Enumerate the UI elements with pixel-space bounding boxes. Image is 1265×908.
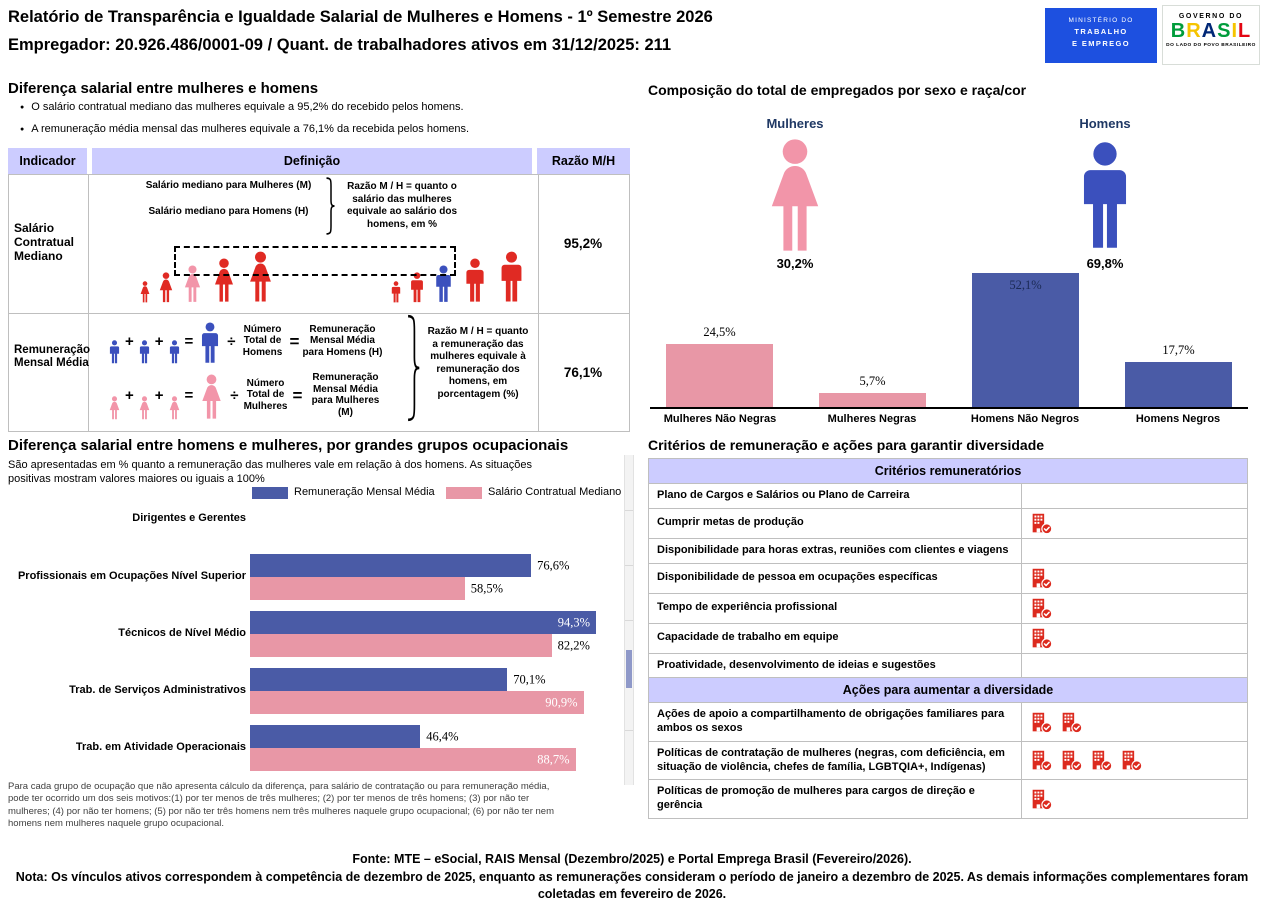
occupational-subtitle: São apresentadas em % quanto a remuneração das mulheres vale em relação à dos homens. As situações positivas mostram valores maiores ou iguais a 100% — [8, 459, 533, 485]
table-header-indicador: Indicador — [8, 148, 87, 174]
building-check-icon — [1030, 749, 1053, 772]
report-title: Relatório de Transparência e Igualdade Salarial de Mulheres e Homens - 1º Semestre 2026 — [8, 8, 713, 26]
bar-homens-negros — [1125, 342, 1232, 408]
column-divider — [88, 175, 89, 431]
criteria-icons-cell — [1022, 564, 1247, 593]
criteria-icons-cell — [1022, 594, 1247, 623]
criteria-row: Plano de Cargos e Salários ou Plano de Carreira — [649, 483, 1247, 508]
gov-logo-top-text: GOVERNO DO — [1178, 13, 1244, 20]
bullet-median-salary: ● O salário contratual mediano das mulheres equivale a 95,2% do recebido pelos homens. — [20, 101, 464, 113]
legend-swatch-remuneracao — [252, 487, 288, 499]
row-divider — [9, 313, 629, 314]
category-dirigentes: Dirigentes e Gerentes — [132, 512, 246, 524]
woman-icon — [136, 396, 153, 420]
bar-value: 90,9% — [545, 695, 578, 709]
bar-mulheres-nao-negras — [666, 325, 773, 408]
building-check-icon — [1030, 711, 1053, 734]
bullet-icon: ● — [20, 103, 25, 111]
category-mulheres-nao-negras: Mulheres Não Negras — [663, 413, 777, 425]
mte-logo — [1045, 8, 1157, 63]
mte-logo-line3: E EMPREGO — [1071, 39, 1131, 48]
scrollbar-tick — [625, 620, 633, 621]
category-operacionais: Trab. em Atividade Operacionais — [75, 741, 246, 753]
criteria-icons-cell — [1022, 624, 1247, 653]
brace-icon — [325, 177, 335, 235]
man-icon-large — [1066, 141, 1144, 251]
category-profissionais: Profissionais em Ocupações Nível Superior — [17, 570, 246, 582]
man-icon — [136, 340, 153, 364]
criteria-row: Disponibilidade de pessoa em ocupações específicas — [649, 563, 1247, 593]
legend-label-remuneracao: Remuneração Mensal Média — [294, 486, 435, 498]
criteria-icons-cell — [1022, 509, 1247, 538]
woman-icon — [166, 396, 183, 420]
criteria-row: Disponibilidade para horas extras, reuniões com clientes e viagens — [649, 538, 1247, 563]
section-heading-criteria: Critérios de remuneração e ações para garantir diversidade — [648, 437, 1045, 453]
bar-homens-nao-negros — [972, 273, 1079, 408]
legend-swatch-salario — [446, 487, 482, 499]
scrollbar-tick — [625, 565, 633, 566]
criteria-icons-cell — [1022, 539, 1247, 563]
bar-remuneracao-administrativos — [250, 668, 546, 691]
label-total-mulheres: Número Total de Mulheres — [243, 377, 288, 412]
criteria-icons-cell — [1022, 654, 1247, 678]
criteria-section-header: Ações para aumentar a diversidade — [649, 677, 1247, 702]
bar-remuneracao-operacionais — [250, 725, 459, 748]
category-homens-negros: Homens Negros — [1135, 413, 1221, 425]
woman-icon — [137, 281, 153, 303]
label-salario-mediano-mulheres: Salário mediano para Mulheres (M) — [145, 180, 312, 191]
category-servicos-administrativos: Trab. de Serviços Administrativos — [69, 684, 246, 696]
man-icon — [388, 281, 404, 303]
man-icon — [406, 272, 428, 303]
criteria-row: Capacidade de trabalho em equipe — [649, 623, 1247, 653]
brace-icon — [406, 314, 420, 422]
criteria-row: Políticas de promoção de mulheres para cargos de direção e gerência — [649, 779, 1247, 818]
woman-icon — [106, 396, 123, 420]
bar-value: 82,2% — [557, 638, 590, 652]
woman-icon-large — [754, 138, 836, 254]
bar-salario-administrativos — [250, 691, 584, 714]
men-formula-row: + + = ÷ Número Total de Homens = Remuneração Mensal Média para Homens (H) — [106, 318, 383, 364]
bar-value: 88,7% — [537, 752, 570, 766]
chart-scrollbar[interactable] — [624, 455, 634, 785]
bar-value: 70,1% — [513, 672, 546, 686]
indicator-salario-contratual: Salário Contratual Mediano — [14, 221, 74, 263]
building-check-icon — [1060, 711, 1083, 734]
label-homens: Homens — [1079, 116, 1131, 131]
section-heading-composition: Composição do total de empregados por sexo e raça/cor — [648, 82, 1027, 98]
criteria-icons-cell — [1022, 780, 1247, 818]
building-check-icon — [1090, 749, 1113, 772]
ratio-value-median: 95,2% — [563, 236, 603, 251]
building-check-icon — [1030, 512, 1053, 535]
ratio-value-mean: 76,1% — [563, 364, 603, 380]
bar-value: 5,7% — [859, 374, 886, 389]
category-mulheres-negras: Mulheres Negras — [827, 413, 917, 425]
report-subtitle: Empregador: 20.926.486/0001-09 / Quant. de trabalhadores ativos em 31/12/2025: 211 — [8, 36, 672, 54]
woman-icon-large — [195, 374, 228, 420]
scrollbar-tick — [625, 510, 633, 511]
indicator-remuneracao-media: Remuneração Mensal Média — [14, 344, 91, 370]
footer-fonte: Fonte: MTE – eSocial, RAIS Mensal (Dezembro/2025) e Portal Emprega Brasil (Fevereiro/2026). — [352, 852, 912, 866]
criteria-row: Cumprir metas de produção — [649, 508, 1247, 538]
criteria-icons-cell — [1022, 484, 1247, 508]
bar-remuneracao-tecnicos — [250, 611, 596, 634]
bar-value: 24,5% — [703, 325, 736, 340]
mte-logo-line2: TRABALHO — [1074, 27, 1128, 36]
label-remuneracao-mulheres: Remuneração Mensal Média para Mulheres (M) — [311, 372, 380, 418]
category-homens-nao-negros: Homens Não Negros — [970, 413, 1080, 425]
bar-value: 58,5% — [470, 581, 503, 595]
label-salario-mediano-homens: Salário mediano para Homens (H) — [148, 206, 309, 217]
category-tecnicos: Técnicos de Nível Médio — [118, 627, 246, 639]
man-icon — [166, 340, 183, 364]
pct-homens: 69,8% — [1086, 256, 1124, 271]
gov-logo-tagline: DO LADO DO POVO BRASILEIRO — [1166, 43, 1256, 48]
criteria-row: Políticas de contratação de mulheres (negras, com deficiência, em situação de violência, chefes de família, LGBTQIA+, Indígenas) — [649, 741, 1247, 780]
median-comparison-dashed-box — [174, 246, 456, 276]
man-icon — [493, 251, 530, 303]
occupational-footnote: Para cada grupo de ocupação que não apresenta cálculo da diferença, para salário de contratação ou para remuneração média, pode ter ocorrido um dos seis motivos:(1) por ter menos de três mulheres; (2) por ter menos de três homens; (3) por não ter mulheres; (4) por não ter homens; (5) por não ter três homens nem três mulheres naquele grupo ocupacional; (6) por não ter nem homens nem mulheres naquele grupo ocupacional. — [8, 781, 555, 830]
section-heading-occupational: Diferença salarial entre homens e mulheres, por grandes grupos ocupacionais — [8, 437, 569, 454]
footer-nota: Nota: Os vínculos ativos correspondem à competência de dezembro de 2025, enquanto as remunerações consideram o período de janeiro a dezembro de 2025. As demais informações complementares foram coletadas em fevereiro de 2026. — [15, 870, 1249, 901]
section-heading-salary-gap: Diferença salarial entre mulheres e homens — [8, 80, 319, 97]
mte-logo-line1: MINISTÉRIO DO — [1068, 17, 1134, 24]
label-remuneracao-homens: Remuneração Mensal Média para Homens (H) — [302, 323, 383, 358]
criteria-icons-cell — [1022, 742, 1247, 780]
bullet-icon: ● — [20, 125, 25, 133]
criteria-row: Proatividade, desenvolvimento de ideias e sugestões — [649, 653, 1247, 678]
bar-value: 46,4% — [426, 729, 459, 743]
label-total-homens: Número Total de Homens — [242, 323, 283, 358]
bar-value: 76,6% — [537, 558, 570, 572]
bar-salario-operacionais — [250, 748, 576, 771]
man-icon — [459, 258, 491, 303]
building-check-icon — [1030, 597, 1053, 620]
man-icon-large — [195, 322, 225, 364]
criteria-row: Ações de apoio a compartilhamento de obrigações familiares para ambos os sexos — [649, 702, 1247, 741]
table-header-razao: Razão M/H — [537, 148, 630, 174]
explain-ratio-median: Razão M / H = quanto o salário das mulheres equivale ao salário dos homens, em % — [346, 181, 458, 230]
scrollbar-thumb[interactable] — [626, 650, 632, 688]
pct-mulheres: 30,2% — [776, 256, 814, 271]
bar-salario-tecnicos — [250, 634, 590, 657]
women-formula-row: + + = ÷ Número Total de Mulheres = Remuneração Mensal Média para Mulheres (M) — [106, 370, 386, 420]
criteria-icons-cell — [1022, 703, 1247, 741]
legend-label-salario: Salário Contratual Mediano — [488, 486, 622, 498]
man-icon — [106, 340, 123, 364]
bar-value: 52,1% — [1009, 277, 1042, 292]
bar-value: 17,7% — [1162, 342, 1195, 357]
bar-mulheres-negras — [819, 374, 926, 408]
criteria-row: Tempo de experiência profissional — [649, 593, 1247, 623]
criteria-section-header: Critérios remuneratórios — [649, 459, 1247, 483]
building-check-icon — [1030, 567, 1053, 590]
explain-ratio-mean: Razão M / H = quanto a remuneração das mulheres equivale à remuneração dos homens, em porcentagem (%) — [427, 326, 529, 400]
bar-salario-profissionais — [250, 577, 503, 600]
building-check-icon — [1030, 788, 1053, 811]
table-header-definicao: Definição — [92, 148, 532, 174]
x-axis — [650, 407, 1248, 409]
gov-logo-brand: BRASIL — [1170, 20, 1252, 42]
bullet-mean-salary: ● A remuneração média mensal das mulheres equivale a 76,1% da recebida pelos homens. — [20, 123, 470, 135]
salary-gap-table — [8, 148, 630, 432]
bar-remuneracao-profissionais — [250, 554, 570, 577]
bar-value: 94,3% — [557, 615, 591, 629]
governo-brasil-logo — [1162, 5, 1260, 65]
woman-icon — [155, 272, 177, 303]
building-check-icon — [1120, 749, 1143, 772]
building-check-icon — [1030, 627, 1053, 650]
building-check-icon — [1060, 749, 1083, 772]
label-mulheres: Mulheres — [766, 116, 824, 131]
criteria-table — [648, 458, 1248, 819]
scrollbar-tick — [625, 730, 633, 731]
